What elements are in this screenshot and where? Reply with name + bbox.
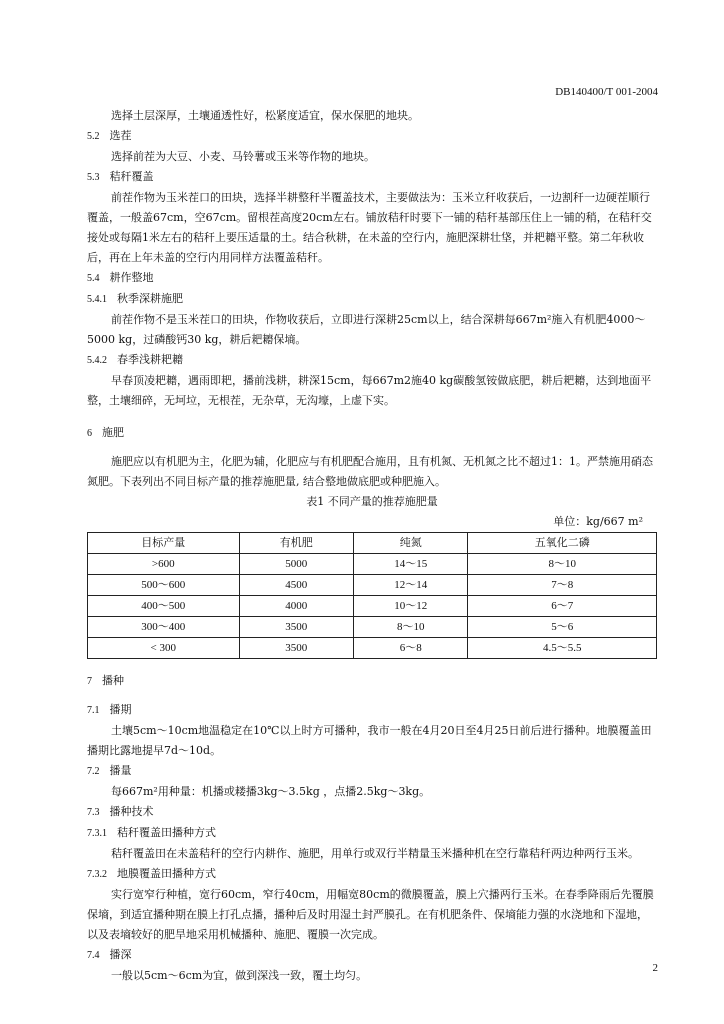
section-title: 播量 [109, 764, 132, 777]
section-heading [87, 823, 657, 844]
page-number: 2 [652, 962, 658, 974]
section-title: 秋季深耕施肥 [117, 292, 183, 305]
section-heading [87, 864, 657, 885]
table-cell: 7～8 [468, 575, 657, 596]
section-number: 5.4.2 [87, 355, 107, 366]
section-number: 5.3 [87, 172, 100, 183]
table-row [88, 554, 657, 575]
table-cell: 3500 [239, 638, 353, 659]
paragraph: 前茬作物不是玉米茬口的田块，作物收获后，立即进行深耕25cm以上，结合深耕每667m²施入有机肥4000～5000 kg，过磷酸钙30 kg，耕后耙耱保墒。 [87, 313, 646, 346]
table-cell: 4000 [239, 596, 353, 617]
table-unit: 单位：kg/667 m² [553, 515, 643, 528]
column-header: 纯氮 [353, 533, 467, 554]
chapter-heading [87, 423, 657, 444]
paragraph: 施肥应以有机肥为主，化肥为辅，化肥应与有机肥配合施用，且有机氮、无机氮之比不超过1：1。严禁施用硝态氮肥。下表列出不同目标产量的推荐施肥量, 结合整地做底肥或种肥施入。 [87, 455, 653, 488]
fertilizer-table [87, 532, 657, 659]
table-cell: 400～500 [88, 596, 240, 617]
section-number: 6 [87, 428, 92, 439]
table-caption: 表1 不同产量的推荐施肥量 [306, 495, 438, 508]
table-cell: 6～7 [468, 596, 657, 617]
section-heading [87, 945, 657, 966]
section-heading [87, 268, 657, 289]
section-heading [87, 761, 657, 782]
section-title: 秸秆覆盖田播种方式 [117, 826, 216, 839]
section-number: 7 [87, 676, 92, 687]
paragraph: 早春顶凌耙耱，遇雨即耙，播前浅耕，耕深15cm，每667m2施40 kg碳酸氢铵做底肥，耕后耙耱，达到地面平整，土壤细碎，无坷垃，无根茬，无杂草，无沟壕，上虚下实。 [87, 374, 652, 407]
section-number: 5.2 [87, 131, 100, 142]
section-number: 7.3 [87, 807, 100, 818]
section-title: 播种技术 [109, 805, 154, 818]
section-number: 7.2 [87, 766, 100, 777]
table-row [88, 575, 657, 596]
section-number: 5.4 [87, 273, 100, 284]
paragraph: 每667m²用种量：机播或耧播3kg～3.5kg ，点播2.5kg～3kg。 [111, 785, 431, 798]
section-heading [87, 289, 657, 310]
section-title: 施肥 [102, 426, 124, 439]
paragraph: 选择土层深厚，土壤通透性好，松紧度适宜，保水保肥的地块。 [111, 109, 419, 122]
section-title: 选茬 [109, 129, 132, 142]
table-cell: 8～10 [468, 554, 657, 575]
paragraph: 实行宽窄行种植，宽行60cm，窄行40cm，用幅宽80cm的微膜覆盖，膜上穴播两行玉米。在春季降雨后先覆膜保墒，到适宜播种期在膜上打孔点播，播种后及时用湿土封严膜孔。在有机肥条件、保墒能力强的水浇地和下湿地，以及表墒较好的肥旱地采用机械播种、施肥、覆膜一次完成。 [87, 888, 654, 941]
section-number: 7.1 [87, 705, 100, 716]
table-row [88, 638, 657, 659]
table-cell: 300～400 [88, 617, 240, 638]
column-header: 目标产量 [88, 533, 240, 554]
paragraph: 选择前茬为大豆、小麦、马铃薯或玉米等作物的地块。 [111, 150, 375, 163]
chapter-heading [87, 671, 657, 692]
section-number: 5.4.1 [87, 294, 107, 305]
table-cell: 12～14 [353, 575, 467, 596]
section-title: 播深 [109, 948, 132, 961]
table-cell: 5～6 [468, 617, 657, 638]
table-cell: 5000 [239, 554, 353, 575]
table-row [88, 617, 657, 638]
table-row [88, 596, 657, 617]
paragraph: 前茬作物为玉米茬口的田块，选择半耕整秆半覆盖技术，主要做法为：玉米立秆收获后，一边割秆一边硬茬顺行覆盖，一般盖67cm，空67cm。留根茬高度20cm左右。铺放秸秆时要下一铺的秸秆基部压住上一铺的稍，在秸秆交接处或每隔1米左右的秸秆上要压适量的土。结合秋耕，在未盖的空行内，施肥深耕壮垡，并耙耱平整。第二年秋收后，再在上年未盖的空行内用同样方法覆盖秸秆。 [87, 191, 652, 264]
document-body [87, 106, 657, 986]
table-cell: 3500 [239, 617, 353, 638]
section-heading [87, 126, 657, 147]
table-cell: 4500 [239, 575, 353, 596]
section-title: 秸秆覆盖 [109, 170, 154, 183]
section-number: 7.3.1 [87, 828, 107, 839]
section-title: 耕作整地 [109, 271, 154, 284]
table-cell: 4.5～5.5 [468, 638, 657, 659]
table-cell: 500～600 [88, 575, 240, 596]
column-header: 五氧化二磷 [468, 533, 657, 554]
section-title: 播种 [102, 674, 124, 687]
section-heading [87, 167, 657, 188]
section-number: 7.4 [87, 950, 100, 961]
table-cell: 14～15 [353, 554, 467, 575]
table-cell: 6～8 [353, 638, 467, 659]
section-number: 7.3.2 [87, 869, 107, 880]
paragraph: 秸秆覆盖田在未盖秸秆的空行内耕作、施肥，用单行或双行半精量玉米播种机在空行靠秸秆两边种两行玉米。 [111, 847, 639, 860]
column-header: 有机肥 [239, 533, 353, 554]
section-title: 播期 [109, 703, 132, 716]
section-heading [87, 700, 657, 721]
paragraph: 一般以5cm～6cm为宜，做到深浅一致，覆土均匀。 [111, 969, 368, 982]
section-title: 春季浅耕耙耱 [117, 353, 183, 366]
section-title: 地膜覆盖田播种方式 [117, 867, 216, 880]
document-code: DB140400/T 001-2004 [555, 86, 658, 98]
table-cell: >600 [88, 554, 240, 575]
table-cell: < 300 [88, 638, 240, 659]
paragraph: 土壤5cm～10cm地温稳定在10℃以上时方可播种，我市一般在4月20日至4月25日前后进行播种。地膜覆盖田播期比露地提早7d～10d。 [87, 724, 652, 757]
table-cell: 10～12 [353, 596, 467, 617]
table-cell: 8～10 [353, 617, 467, 638]
section-heading [87, 350, 657, 371]
section-heading [87, 802, 657, 823]
table-header-row [88, 533, 657, 554]
